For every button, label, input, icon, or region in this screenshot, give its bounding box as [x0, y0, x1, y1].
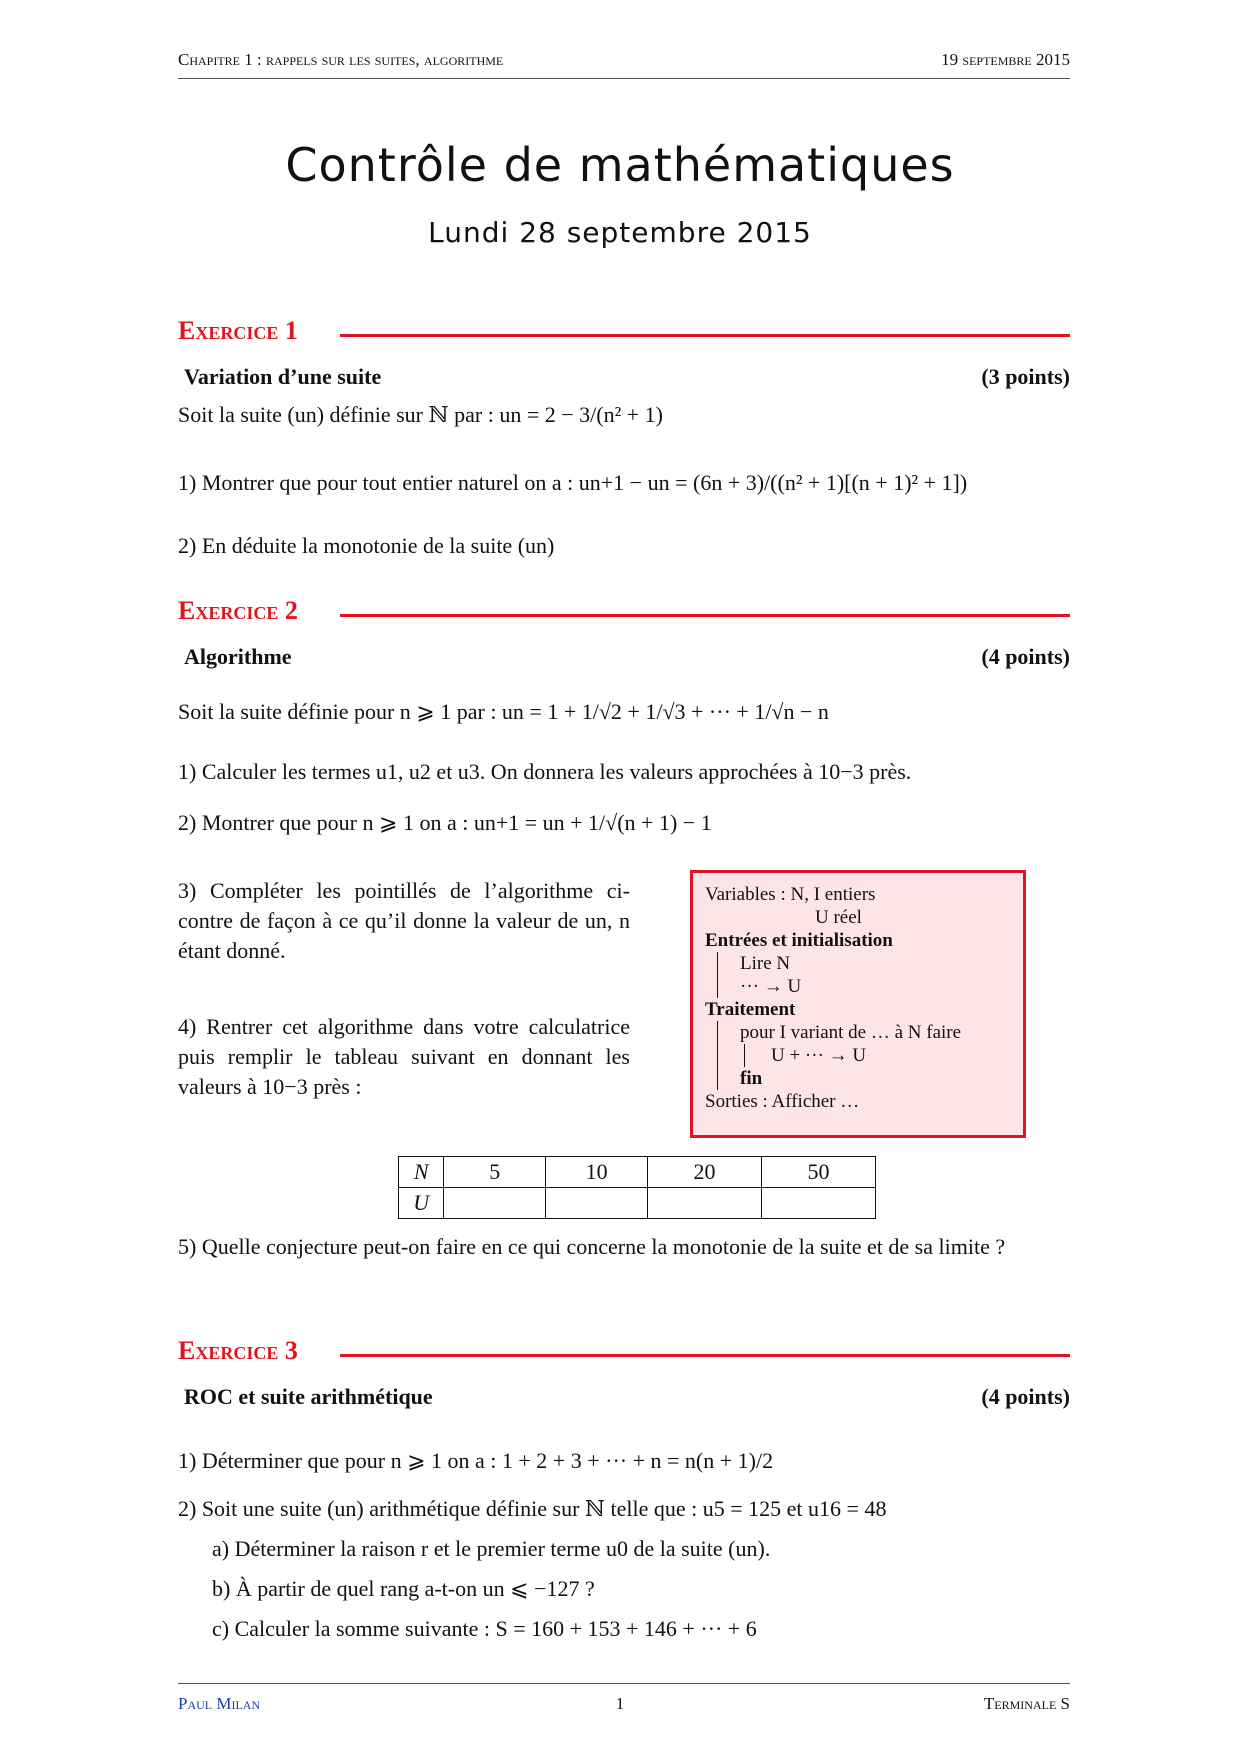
ex1-points: (3 points) — [981, 364, 1070, 389]
ex2-intro: Soit la suite définie pour n ⩾ 1 par : un = 1 + 1/√2 + 1/√3 + ··· + 1/√n − n — [178, 699, 829, 724]
footer-class: Terminale S — [983, 1694, 1070, 1713]
table-cell[interactable] — [444, 1188, 546, 1219]
ex3-q1: 1) Déterminer que pour n ⩾ 1 on a : 1 + 2 + 3 + ··· + n = n(n + 1)/2 — [178, 1448, 774, 1473]
ex3-q2: 2) Soit une suite (un) arithmétique définie sur ℕ telle que : u5 = 125 et u16 = 48 — [178, 1496, 887, 1521]
algo-init: ··· → U — [740, 976, 802, 997]
ex3-qc: c) Calculer la somme suivante : S = 160 + 153 + 146 + ··· + 6 — [212, 1616, 757, 1641]
ex1-q1: 1) Montrer que pour tout entier naturel on a : un+1 − un = (6n + 3)/((n² + 1)[(n + 1)² + 1]) — [178, 470, 968, 495]
ex3-rule — [340, 1354, 1070, 1357]
ex3-title: Exercice 3 — [178, 1336, 298, 1365]
table-cell[interactable] — [762, 1188, 876, 1219]
algo-inputs-block — [717, 952, 1011, 998]
ex1-title: Exercice 1 — [178, 316, 298, 345]
algo-output: Sorties : Afficher … — [705, 1091, 860, 1112]
page-number: 1 — [615, 1694, 625, 1713]
table-row-n — [399, 1157, 876, 1188]
ex2-q4: 4) Rentrer cet algorithme dans votre calculatrice puis remplir le tableau suivant en donnant les valeurs à 10−3 près : — [178, 1014, 630, 1099]
running-header-date: 19 septembre 2015 — [941, 50, 1070, 69]
header-rule — [178, 78, 1070, 79]
algo-variables-2: U réel — [815, 907, 862, 928]
algo-inputs-head: Entrées et initialisation — [705, 930, 893, 951]
algo-loop: pour I variant de … à N faire — [740, 1022, 962, 1043]
footer-rule — [178, 1683, 1070, 1684]
table-cell: 5 — [444, 1157, 546, 1188]
table-cell: 50 — [762, 1157, 876, 1188]
page-title: Contrôle de mathématiques — [285, 138, 955, 192]
table-cell: 10 — [546, 1157, 648, 1188]
table-row-u — [399, 1188, 876, 1219]
ex3-qa: a) Déterminer la raison r et le premier terme u0 de la suite (un). — [212, 1536, 771, 1561]
ex1-subtitle: Variation d’une suite — [184, 364, 382, 389]
footer-author: Paul Milan — [178, 1694, 261, 1713]
ex3-points: (4 points) — [981, 1384, 1070, 1409]
ex2-points: (4 points) — [981, 644, 1070, 669]
ex2-title: Exercice 2 — [178, 596, 298, 625]
ex3-qb: b) À partir de quel rang a-t-on un ⩽ −127 ? — [212, 1576, 595, 1601]
ex2-q5: 5) Quelle conjecture peut-on faire en ce qui concerne la monotonie de la suite et de sa limite ? — [178, 1234, 1006, 1259]
ex2-q3: 3) Compléter les pointillés de l’algorithme ci-contre de façon à ce qu’il donne la valeur de un, n étant donné. — [178, 878, 630, 963]
ex1-rule — [340, 334, 1070, 337]
ex2-subtitle: Algorithme — [184, 644, 292, 669]
table-cell: 20 — [648, 1157, 762, 1188]
ex2-q2: 2) Montrer que pour n ⩾ 1 on a : un+1 = un + 1/√(n + 1) − 1 — [178, 810, 712, 835]
ex1-intro: Soit la suite (un) définie sur ℕ par : un = 2 − 3/(n² + 1) — [178, 402, 663, 427]
algo-read: Lire N — [740, 953, 791, 974]
algo-variables: Variables : N, I entiers — [705, 884, 876, 905]
values-table — [398, 1156, 876, 1219]
ex1-q2: 2) En déduite la monotonie de la suite (un) — [178, 533, 555, 558]
algo-end: fin — [740, 1068, 763, 1089]
ex2-rule — [340, 614, 1070, 617]
ex3-subtitle: ROC et suite arithmétique — [184, 1384, 433, 1409]
algo-processing-block — [717, 1021, 1011, 1090]
table-cell[interactable] — [648, 1188, 762, 1219]
algorithm-box — [690, 870, 1026, 1138]
page-subtitle: Lundi 28 septembre 2015 — [428, 216, 812, 249]
algo-body: U + ··· → U — [771, 1045, 867, 1066]
algo-loop-body — [744, 1044, 1011, 1067]
table-cell[interactable] — [546, 1188, 648, 1219]
table-cell: N — [399, 1157, 444, 1188]
table-cell: U — [399, 1188, 444, 1219]
ex2-q1: 1) Calculer les termes u1, u2 et u3. On donnera les valeurs approchées à 10−3 près. — [178, 759, 912, 784]
running-header-chapter: Chapitre 1 : rappels sur les suites, algorithme — [178, 50, 504, 69]
algo-processing-head: Traitement — [705, 999, 796, 1020]
